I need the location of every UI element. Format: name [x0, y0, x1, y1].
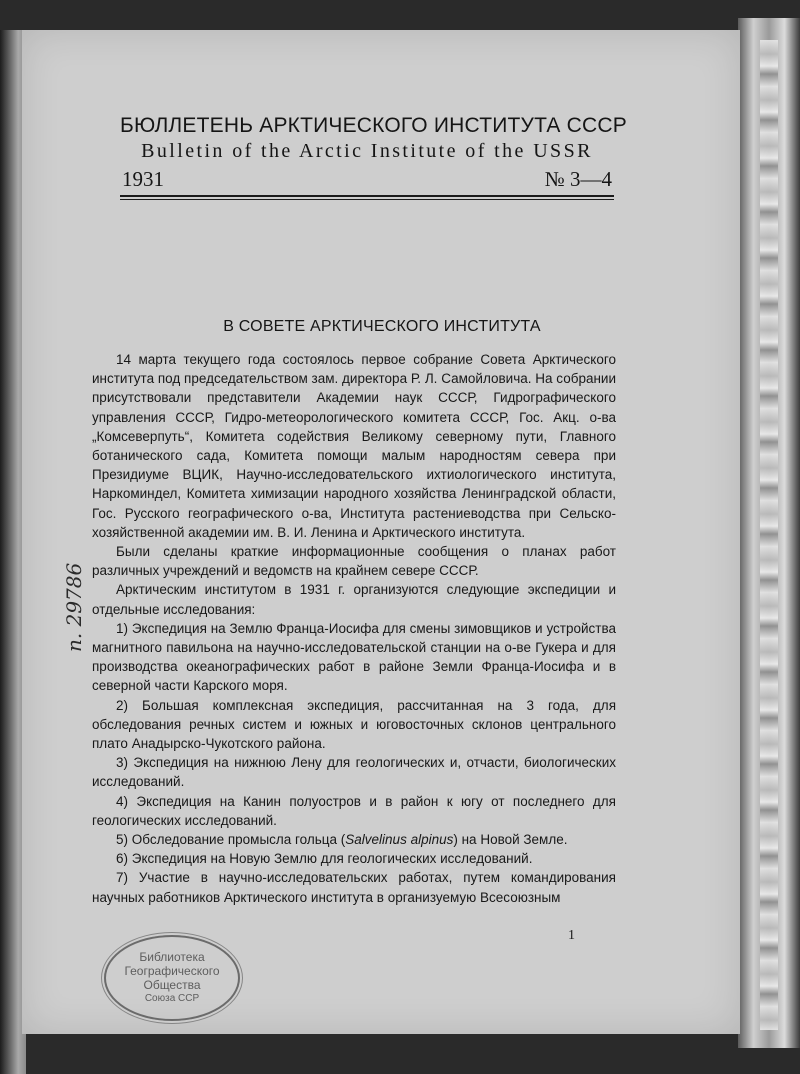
list-item-6: 6) Экспедиция на Новую Землю для геологических исследований. [116, 851, 533, 867]
list-item-1: 1) Экспедиция на Землю Франца-Иосифа для смены зимовщиков и устройства магнитного павильона на научно-исследовательской станции на о-ве Гукера и для производства океанографических работ в районе Земли Франца-Иосифа и в северной части Карского моря. [92, 620, 616, 694]
journal-title-ru: БЮЛЛЕТЕНЬ АРКТИЧЕСКОГО ИНСТИТУТА СССР [120, 114, 627, 137]
journal-year: 1931 [122, 167, 164, 191]
journal-meta-row [120, 167, 614, 192]
article-title: В СОВЕТЕ АРКТИЧЕСКОГО ИНСТИТУТА [223, 318, 541, 335]
species-name: Salvelinus alpinus [345, 832, 454, 848]
journal-title-en: Bulletin of the Arctic Institute of the USSR [141, 140, 593, 162]
stamp-line-2: Географического [124, 964, 220, 978]
paragraph-reports: Были сделаны краткие информационные сообщения о планах работ различных учреждений и ведомств на крайнем севере СССР. [92, 544, 616, 579]
list-item-4: 4) Экспедиция на Канин полуостров и в район к югу от последнего для геологических исследований. [92, 793, 616, 828]
paragraph-intro: 14 марта текущего года состоялось первое собрание Совета Арктического института под председательством зам. директора Р. Л. Самойловича. На собрании присутствовали представители Академии наук СССР, Гидрографического управления СССР, Гидро-метеорологического комитета СССР, Гос. Акц. о-ва „Комсеверпуть“, Комитета содействия Великому северному пути, Главного ботанического сада, Комитета помощи малым народностям севера при Президиуме ВЦИК, Научно-исследовательского ихтиологического института, Наркоминдел, Комитета химизации народного хозяйства Ленинградской области, Гос. Русского географического о-ва, Института растениеводства при Сельско-хозяйственной академии им. В. И. Ленина и Арктического института. [92, 352, 616, 540]
page-number: 1 [568, 928, 575, 943]
list-item-5 [92, 830, 616, 849]
list-item-3: 3) Экспедиция на нижнюю Лену для геологических и, отчасти, биологических исследований. [92, 755, 616, 790]
stamp-line-4: Союза ССР [144, 993, 200, 1004]
list-item-5-before: 5) Обследование промысла гольца ( [116, 832, 346, 848]
list-item-7: 7) Участие в научно-исследовательских работах, путем командирования научных работников Арктического института в организуемую Всесоюзным [92, 870, 616, 905]
stamp-line-3: Общества [143, 978, 201, 992]
list-item-5-after: ) на Новой Земле. [453, 832, 568, 848]
library-stamp [104, 935, 240, 1021]
page-edge-strip [760, 40, 778, 1030]
journal-header [120, 114, 627, 200]
handwritten-inventory-mark: п. 29786 [62, 562, 86, 652]
journal-issue: № 3—4 [544, 167, 612, 191]
paragraph-expeditions: Арктическим институтом в 1931 г. организуются следующие экспедиции и отдельные исследования: [92, 582, 616, 617]
header-rule [120, 195, 614, 200]
document-page [22, 30, 740, 1034]
stamp-line-1: Библиотека [139, 950, 205, 964]
article-body [92, 350, 616, 907]
list-item-2: 2) Большая комплексная экспедиция, рассчитанная на 3 года, для обследования речных систем и южных и юговосточных склонов центрального плато Анадырско-Чукотского района. [92, 697, 616, 752]
